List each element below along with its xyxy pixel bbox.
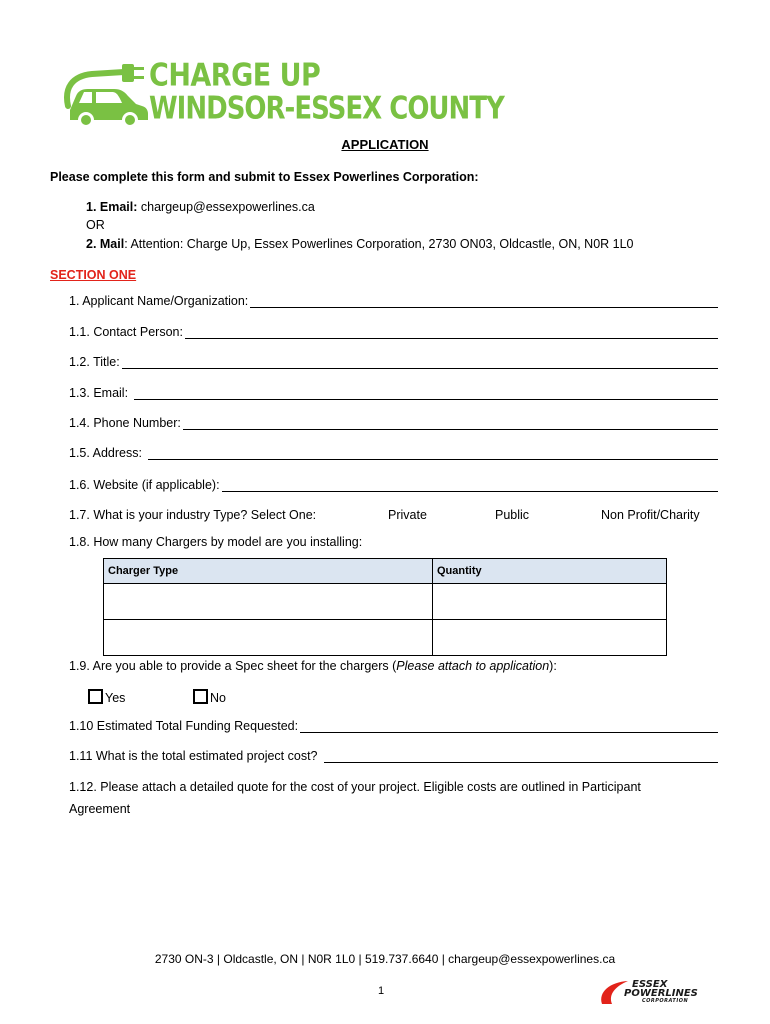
title-input-line[interactable] [122,355,718,369]
spec-sheet-question: 1.9. Are you able to provide a Spec sheet for the chargers (Please attach to application): [69,659,557,673]
yes-checkbox[interactable] [88,689,103,704]
page-number: 1 [378,985,385,997]
quantity-cell[interactable] [433,584,667,620]
address-field[interactable] [69,446,718,460]
submit-email-address: chargeup@essexpowerlines.ca [140,200,315,214]
email-label: 1.3. Email: [69,386,129,400]
footer-contact: 2730 ON-3 | Oldcastle, ON | N0R 1L0 | 519.737.6640 | chargeup@essexpowerlines.ca [154,952,616,966]
spec-no-option[interactable] [193,689,226,705]
email-input-line[interactable] [134,386,718,400]
contact-person-label: 1.1. Contact Person: [69,325,183,339]
title-label: 1.2. Title: [69,355,120,369]
address-input-line[interactable] [148,446,718,460]
phone-input-line[interactable] [183,416,718,430]
charger-table [103,558,667,656]
spec-yes-option[interactable] [88,689,125,705]
chargers-question: 1.8. How many Chargers by model are you installing: [69,535,363,549]
project-cost-label: 1.11 What is the total estimated project cost? [69,749,318,763]
title-field[interactable] [69,355,718,369]
funding-requested-label: 1.10 Estimated Total Funding Requested: [69,719,299,733]
charger-type-cell[interactable] [104,584,433,620]
email-field[interactable] [69,386,718,400]
essex-powerlines-logo [598,978,728,1008]
industry-option-private[interactable]: Private [388,508,427,522]
no-label: No [210,691,226,705]
essex-logo-line-2: POWERLINES [624,988,698,999]
table-row [104,620,667,656]
website-field[interactable] [69,478,718,492]
project-cost-input-line[interactable] [324,749,718,763]
applicant-name-label: 1. Applicant Name/Organization: [69,294,249,308]
no-checkbox[interactable] [193,689,208,704]
contact-person-input-line[interactable] [185,325,718,339]
logo-line-2: WINDSOR-ESSEX COUNTY [149,91,504,127]
essex-logo-line-1: ESSEX [632,979,668,990]
quote-instruction-line-1: 1.12. Please attach a detailed quote for the cost of your project. Eligible costs are outlined in Participant [69,780,641,794]
phone-field[interactable] [69,416,718,430]
quantity-cell[interactable] [433,620,667,656]
industry-question: 1.7. What is your industry Type? Select One: [69,508,317,522]
applicant-name-input-line[interactable] [250,294,718,308]
project-cost-field[interactable] [69,749,718,763]
funding-requested-input-line[interactable] [300,719,718,733]
funding-requested-field[interactable] [69,719,718,733]
phone-label: 1.4. Phone Number: [69,416,181,430]
applicant-name-field[interactable] [69,294,718,308]
industry-option-nonprofit[interactable]: Non Profit/Charity [601,508,700,522]
car-plug-icon [62,58,154,130]
intro-text: Please complete this form and submit to Essex Powerlines Corporation: [50,170,479,184]
charger-type-header: Charger Type [104,559,433,584]
industry-option-public[interactable]: Public [495,508,530,522]
contact-person-field[interactable] [69,325,718,339]
charger-type-cell[interactable] [104,620,433,656]
submit-email-line: 1. Email: chargeup@essexpowerlines.ca [86,200,315,214]
form-title: APPLICATION [341,137,429,152]
logo-line-1: CHARGE UP [149,58,321,94]
submit-mail-line: 2. Mail: Attention: Charge Up, Essex Powerlines Corporation, 2730 ON03, Oldcastle, ON, N0R 1L0 [86,237,634,251]
website-label: 1.6. Website (if applicable): [69,478,220,492]
or-text: OR [86,218,105,232]
essex-logo-line-3: CORPORATION [642,998,689,1004]
address-label: 1.5. Address: [69,446,142,460]
website-input-line[interactable] [222,478,718,492]
quote-instruction-line-2: Agreement [69,802,131,816]
yes-label: Yes [105,691,126,705]
table-row [104,584,667,620]
quantity-header: Quantity [433,559,667,584]
section-one-heading: SECTION ONE [50,268,137,282]
